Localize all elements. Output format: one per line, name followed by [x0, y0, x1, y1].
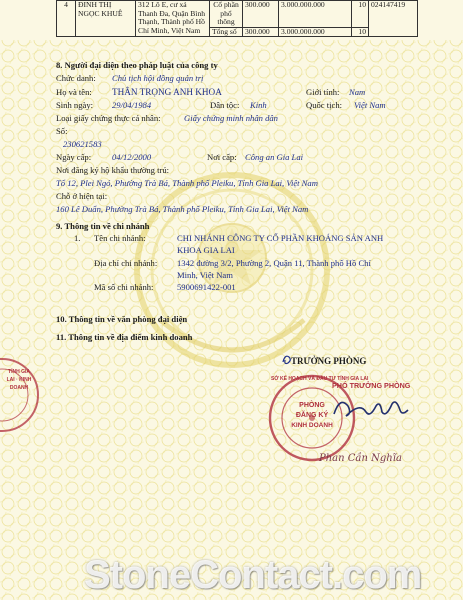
- section-8-heading: 8. Người đại diện theo pháp luật của công ty: [56, 60, 218, 70]
- idno-value: 230621583: [63, 139, 102, 149]
- issue-place-label: Nơi cấp:: [207, 152, 237, 162]
- branch-address-label: Địa chỉ chi nhánh:: [94, 258, 158, 268]
- total-value-cell: 3.000.000.000: [279, 27, 352, 37]
- idtype-label: Loại giấy chứng thực cá nhân:: [56, 113, 161, 123]
- signature-flourish-icon: [281, 352, 295, 366]
- branch-name-line1: CHI NHÁNH CÔNG TY CỔ PHẦN KHOÁNG SẢN ANH: [177, 233, 384, 243]
- dob-label: Sinh ngày:: [56, 100, 94, 110]
- address-cell: 312 Lô E, cư xá Thanh Đa, Quận Bình Thạnh, Thành phố Hồ Chí Minh, Việt Nam: [136, 1, 210, 37]
- gender-label: Giới tính:: [306, 87, 340, 97]
- nationality-label: Quốc tịch:: [306, 100, 343, 110]
- left-partial-stamp: [0, 356, 44, 434]
- branch-number: 1.: [74, 233, 81, 243]
- value-cell: 3.000.000.000: [279, 1, 352, 28]
- position-value: Chủ tịch hội đồng quản trị: [112, 73, 204, 83]
- section-11-heading: 11. Thông tin về địa điểm kinh doanh: [56, 332, 193, 342]
- percent-cell: 10: [352, 1, 369, 28]
- signer-name: Phan Cần Nghĩa: [319, 453, 402, 464]
- branch-address-line1: 1342 đường 3/2, Phường 2, Quận 11, Thành phố Hồ Chí: [177, 258, 371, 268]
- signature-title: TRƯỞNG PHÒNG: [291, 356, 367, 366]
- branch-address-line2: Minh, Việt Nam: [177, 270, 233, 280]
- issue-date-label: Ngày cấp:: [56, 152, 92, 162]
- total-shares-cell: 300.000: [243, 27, 279, 37]
- current-address-label: Chỗ ở hiện tại:: [56, 191, 108, 201]
- stt-cell: 4: [57, 1, 76, 37]
- seal-ring-text: SỞ KẾ HOẠCH VÀ ĐẦU TƯ TỈNH GIA LAI: [271, 376, 369, 382]
- branch-code-label: Mã số chi nhánh:: [94, 282, 154, 292]
- gender-value: Nam: [349, 87, 366, 97]
- shareholder-table: [56, 0, 418, 37]
- registration-label: Nơi đăng ký hộ khẩu thường trú:: [56, 165, 170, 175]
- table-row: [57, 1, 418, 28]
- total-percent-cell: 10: [352, 27, 369, 37]
- branch-code-value: 5900691422-001: [177, 282, 236, 292]
- idtype-value: Giấy chứng minh nhân dân: [184, 113, 278, 123]
- shareholder-name-cell: ĐINH THỊ NGỌC KHUÊ: [76, 1, 136, 37]
- seal-inner-bottom: KINH DOANH: [291, 422, 333, 429]
- ethnic-value: Kinh: [250, 100, 267, 110]
- deputy-title: PHÓ TRƯỞNG PHÒNG: [332, 381, 411, 390]
- shares-cell: 300.000: [243, 1, 279, 28]
- section-10-heading: 10. Thông tin về văn phòng đại diện: [56, 314, 188, 324]
- id-number-cell: 024147419: [369, 1, 418, 37]
- issue-date-value: 04/12/2000: [112, 152, 152, 162]
- registration-value: Tổ 12, Plei Ngó, Phường Trà Bá, Thành phố Pleiku, Tỉnh Gia Lai, Việt Nam: [56, 178, 318, 188]
- name-label: Họ và tên:: [56, 87, 92, 97]
- idno-label: Số:: [56, 126, 68, 136]
- handwritten-signature-icon: [330, 392, 410, 424]
- dob-value: 29/04/1984: [112, 100, 152, 110]
- current-address-value: 160 Lê Duẩn, Phường Trà Bá, Thành phố Pleiku, Tỉnh Gia Lai, Việt Nam: [56, 204, 309, 214]
- branch-name-label: Tên chi nhánh:: [94, 233, 146, 243]
- branch-name-line2: KHOA GIA LAI: [177, 245, 235, 255]
- ethnic-label: Dân tộc:: [210, 100, 240, 110]
- name-value: THÂN TRỌNG ANH KHOA: [112, 87, 222, 97]
- nationality-value: Việt Nam: [354, 100, 386, 110]
- share-type-cell: Cổ phần phổ thông: [210, 1, 243, 28]
- total-label-cell: Tổng số: [210, 27, 243, 37]
- position-label: Chức danh:: [56, 73, 96, 83]
- watermark: StoneContact.com: [84, 553, 422, 597]
- seal-inner-mid: ĐĂNG KÝ: [295, 412, 329, 419]
- section-9-heading: 9. Thông tin về chi nhánh: [56, 221, 150, 231]
- seal-inner-top: PHÒNG: [299, 402, 325, 409]
- left-stamp-text: TỈNH GIA LAI · KINH DOANH: [6, 369, 32, 391]
- issue-place-value: Công an Gia Lai: [245, 152, 304, 162]
